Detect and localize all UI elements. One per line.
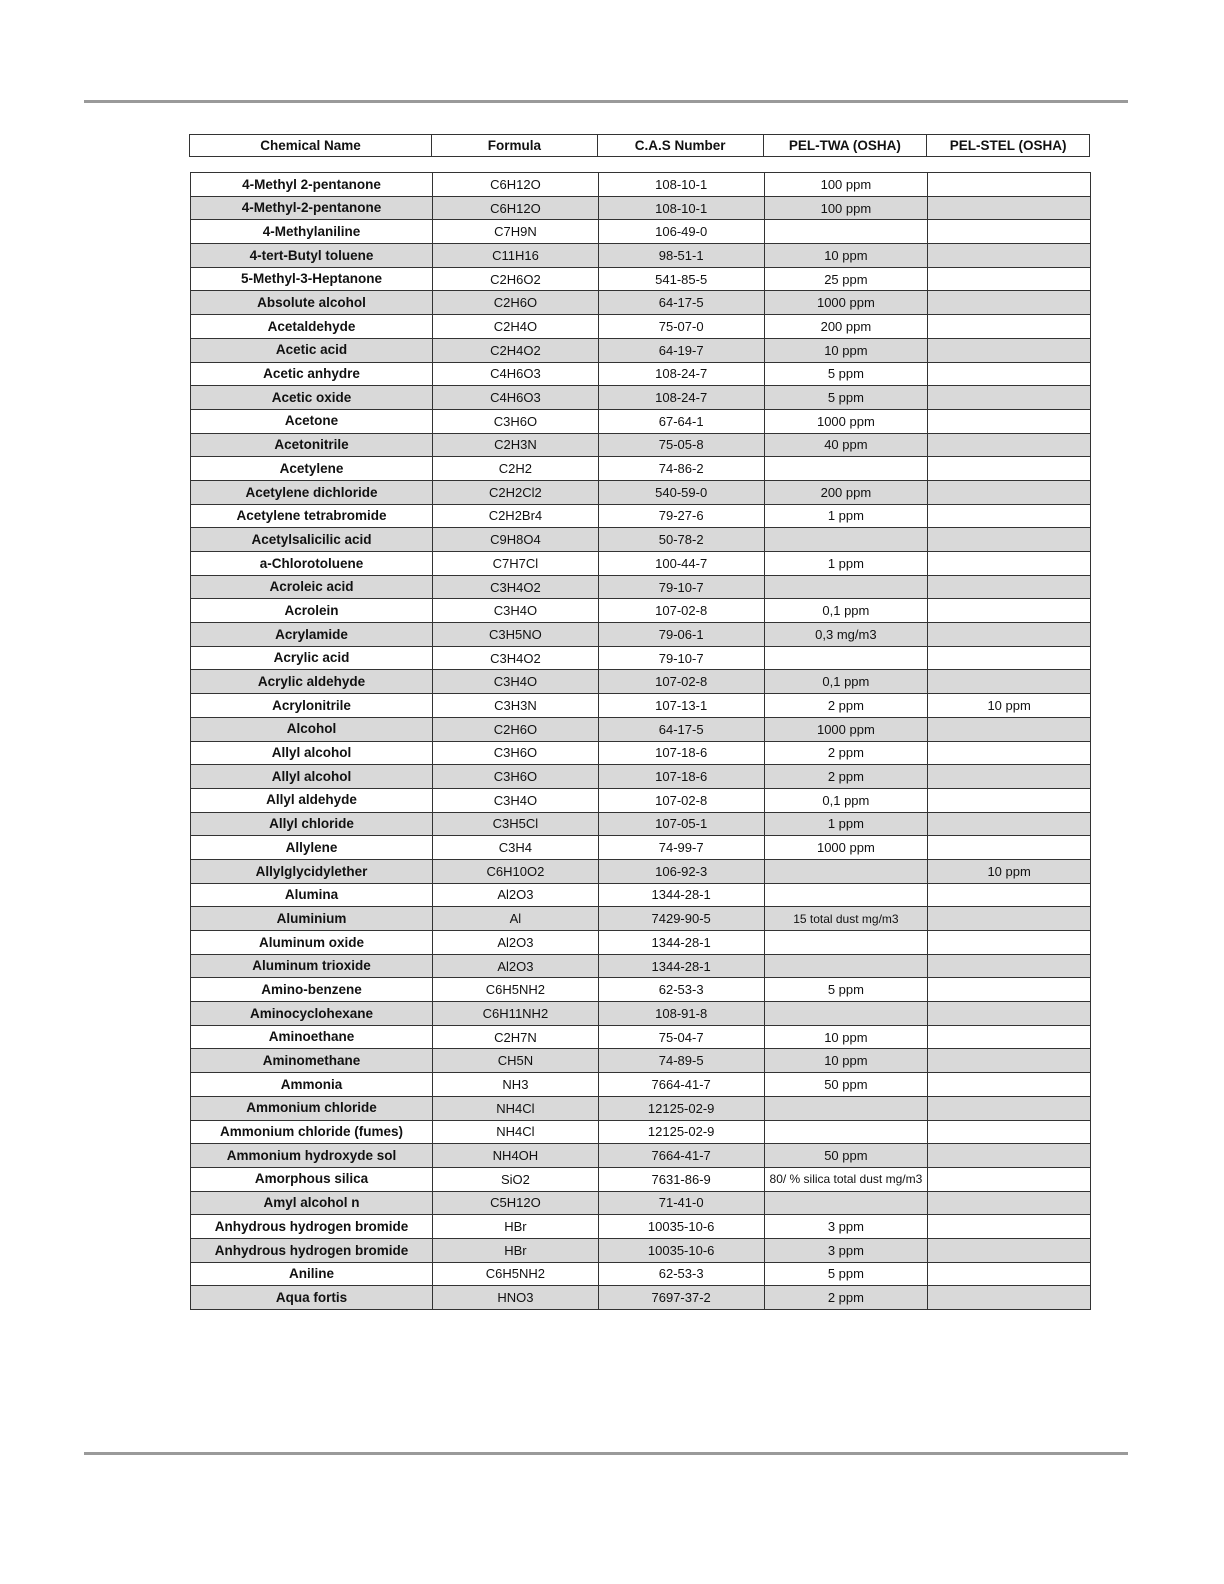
table-row [191,741,1091,765]
cell-chemical-name: Allylene [191,836,433,860]
cell-pel-twa [764,1191,928,1215]
cell-formula: Al2O3 [433,954,599,978]
cell-chemical-name: Acrylic acid [191,646,433,670]
table-row [191,717,1091,741]
table-row [191,812,1091,836]
cell-formula: C3H6O [433,741,599,765]
table-row [191,173,1091,197]
cell-pel-twa: 2 ppm [764,694,928,718]
cell-cas-number: 107-02-8 [598,599,764,623]
table-row [191,1120,1091,1144]
cell-pel-stel [928,978,1091,1002]
cell-pel-twa: 2 ppm [764,1286,928,1310]
cell-pel-stel [928,1191,1091,1215]
cell-pel-stel [928,1073,1091,1097]
cell-pel-stel [928,954,1091,978]
cell-cas-number: 75-05-8 [598,433,764,457]
cell-chemical-name: Acrylic aldehyde [191,670,433,694]
cell-cas-number: 107-05-1 [598,812,764,836]
column-header-cas-number: C.A.S Number [597,135,763,157]
cell-pel-stel [928,196,1091,220]
cell-pel-stel [928,244,1091,268]
cell-formula: C6H10O2 [433,859,599,883]
cell-pel-twa: 2 ppm [764,765,928,789]
cell-formula: C3H4O [433,670,599,694]
cell-formula: C5H12O [433,1191,599,1215]
cell-formula: C3H4O2 [433,575,599,599]
cell-pel-stel [928,812,1091,836]
cell-cas-number: 1344-28-1 [598,954,764,978]
table-row [191,575,1091,599]
cell-pel-stel [928,1002,1091,1026]
cell-chemical-name: Allylglycidylether [191,859,433,883]
column-header-chemical-name: Chemical Name [190,135,432,157]
top-rule [84,100,1128,103]
cell-pel-stel [928,1120,1091,1144]
table-row [191,504,1091,528]
table-row [191,1238,1091,1262]
cell-pel-stel [928,315,1091,339]
cell-chemical-name: Aminoethane [191,1025,433,1049]
header-row [190,135,1090,157]
cell-pel-stel [928,575,1091,599]
cell-formula: C3H4O [433,599,599,623]
cell-pel-stel [928,338,1091,362]
cell-pel-twa: 3 ppm [764,1238,928,1262]
cell-pel-twa: 50 ppm [764,1073,928,1097]
cell-cas-number: 107-13-1 [598,694,764,718]
cell-formula: C4H6O3 [433,362,599,386]
cell-chemical-name: Acetaldehyde [191,315,433,339]
cell-pel-twa: 40 ppm [764,433,928,457]
cell-pel-stel: 10 ppm [928,859,1091,883]
cell-pel-stel [928,1049,1091,1073]
table-row [191,1167,1091,1191]
cell-cas-number: 107-18-6 [598,741,764,765]
cell-chemical-name: Amorphous silica [191,1167,433,1191]
cell-cas-number: 67-64-1 [598,409,764,433]
cell-chemical-name: Amino-benzene [191,978,433,1002]
cell-cas-number: 79-27-6 [598,504,764,528]
table-row [191,670,1091,694]
cell-chemical-name: Allyl alcohol [191,741,433,765]
table-row [191,788,1091,812]
cell-pel-twa [764,931,928,955]
cell-chemical-name: Aluminum trioxide [191,954,433,978]
cell-cas-number: 62-53-3 [598,1262,764,1286]
table-row [191,244,1091,268]
table-header [189,134,1090,157]
cell-pel-twa: 200 ppm [764,480,928,504]
cell-pel-twa: 1 ppm [764,812,928,836]
cell-cas-number: 75-04-7 [598,1025,764,1049]
cell-cas-number: 12125-02-9 [598,1096,764,1120]
cell-pel-stel [928,504,1091,528]
cell-pel-twa [764,883,928,907]
cell-formula: C2H4O2 [433,338,599,362]
cell-formula: Al2O3 [433,931,599,955]
cell-pel-stel [928,1286,1091,1310]
cell-chemical-name: Aminomethane [191,1049,433,1073]
cell-pel-twa: 1 ppm [764,504,928,528]
cell-pel-stel [928,599,1091,623]
table-row [191,1215,1091,1239]
table-row [191,1025,1091,1049]
cell-pel-twa [764,954,928,978]
table-row [191,1262,1091,1286]
cell-pel-twa: 2 ppm [764,741,928,765]
table-row [191,623,1091,647]
cell-pel-stel [928,788,1091,812]
cell-cas-number: 1344-28-1 [598,883,764,907]
cell-formula: Al2O3 [433,883,599,907]
cell-formula: C3H4 [433,836,599,860]
cell-formula: SiO2 [433,1167,599,1191]
cell-formula: Al [433,907,599,931]
cell-chemical-name: Anhydrous hydrogen bromide [191,1215,433,1239]
cell-chemical-name: Acetylsalicilic acid [191,528,433,552]
cell-pel-twa: 25 ppm [764,267,928,291]
table-row [191,931,1091,955]
cell-pel-stel [928,1215,1091,1239]
cell-pel-twa: 5 ppm [764,362,928,386]
cell-formula: C3H6O [433,765,599,789]
cell-pel-stel [928,931,1091,955]
cell-pel-stel [928,1025,1091,1049]
cell-chemical-name: Acetic anhydre [191,362,433,386]
table-row [191,362,1091,386]
cell-pel-twa: 15 total dust mg/m3 [764,907,928,931]
table-row [191,338,1091,362]
cell-formula: HBr [433,1238,599,1262]
cell-pel-stel [928,291,1091,315]
cell-cas-number: 7697-37-2 [598,1286,764,1310]
table-row [191,315,1091,339]
cell-chemical-name: a-Chlorotoluene [191,552,433,576]
cell-formula: C3H5Cl [433,812,599,836]
cell-cas-number: 75-07-0 [598,315,764,339]
cell-cas-number: 108-91-8 [598,1002,764,1026]
cell-formula: C7H7Cl [433,552,599,576]
cell-chemical-name: Alcohol [191,717,433,741]
cell-chemical-name: Aluminium [191,907,433,931]
cell-formula: C3H6O [433,409,599,433]
cell-formula: C6H5NH2 [433,1262,599,1286]
cell-formula: C6H12O [433,173,599,197]
cell-chemical-name: 4-tert-Butyl toluene [191,244,433,268]
cell-pel-stel [928,433,1091,457]
cell-pel-stel [928,362,1091,386]
cell-chemical-name: Ammonium hydroxyde sol [191,1144,433,1168]
cell-formula: NH4OH [433,1144,599,1168]
cell-chemical-name: Alumina [191,883,433,907]
cell-pel-stel [928,552,1091,576]
cell-pel-stel [928,1096,1091,1120]
table-row [191,836,1091,860]
cell-pel-twa: 200 ppm [764,315,928,339]
cell-pel-stel [928,741,1091,765]
cell-pel-twa: 1000 ppm [764,836,928,860]
cell-pel-stel [928,1238,1091,1262]
cell-formula: C3H4O [433,788,599,812]
cell-cas-number: 74-99-7 [598,836,764,860]
cell-cas-number: 7664-41-7 [598,1144,764,1168]
cell-pel-twa [764,1002,928,1026]
cell-chemical-name: 4-Methyl 2-pentanone [191,173,433,197]
cell-formula: C11H16 [433,244,599,268]
cell-pel-stel [928,883,1091,907]
chemical-table [190,172,1091,1310]
cell-pel-twa: 5 ppm [764,1262,928,1286]
cell-pel-twa: 80/ % silica total dust mg/m3 [764,1167,928,1191]
cell-chemical-name: Aluminum oxide [191,931,433,955]
cell-formula: NH3 [433,1073,599,1097]
cell-cas-number: 64-17-5 [598,291,764,315]
cell-chemical-name: Aniline [191,1262,433,1286]
cell-cas-number: 74-89-5 [598,1049,764,1073]
cell-cas-number: 541-85-5 [598,267,764,291]
cell-pel-stel [928,267,1091,291]
cell-formula: CH5N [433,1049,599,1073]
cell-pel-twa [764,1096,928,1120]
cell-pel-stel [928,457,1091,481]
cell-pel-twa [764,575,928,599]
table-row [191,457,1091,481]
table-row [191,528,1091,552]
cell-formula: C7H9N [433,220,599,244]
cell-chemical-name: Acetone [191,409,433,433]
cell-chemical-name: Allyl aldehyde [191,788,433,812]
cell-chemical-name: Acetonitrile [191,433,433,457]
cell-pel-twa: 50 ppm [764,1144,928,1168]
table-row [191,409,1091,433]
cell-cas-number: 71-41-0 [598,1191,764,1215]
cell-cas-number: 108-10-1 [598,173,764,197]
cell-formula: C2H6O [433,717,599,741]
column-header-pel-stel: PEL-STEL (OSHA) [927,135,1090,157]
cell-pel-stel [928,386,1091,410]
cell-cas-number: 12125-02-9 [598,1120,764,1144]
cell-formula: C2H2Cl2 [433,480,599,504]
cell-formula: C3H4O2 [433,646,599,670]
table-row [191,267,1091,291]
cell-cas-number: 10035-10-6 [598,1238,764,1262]
cell-formula: C6H5NH2 [433,978,599,1002]
cell-pel-twa [764,220,928,244]
cell-chemical-name: Aqua fortis [191,1286,433,1310]
table-row [191,1073,1091,1097]
cell-chemical-name: Absolute alcohol [191,291,433,315]
cell-cas-number: 1344-28-1 [598,931,764,955]
cell-pel-twa: 1 ppm [764,552,928,576]
cell-formula: C9H8O4 [433,528,599,552]
cell-cas-number: 107-02-8 [598,788,764,812]
cell-pel-twa [764,1120,928,1144]
cell-chemical-name: Ammonium chloride (fumes) [191,1120,433,1144]
cell-pel-twa: 10 ppm [764,244,928,268]
cell-cas-number: 79-10-7 [598,575,764,599]
cell-pel-twa: 0,1 ppm [764,788,928,812]
cell-chemical-name: Acetic oxide [191,386,433,410]
table-row [191,883,1091,907]
cell-chemical-name: Acrylamide [191,623,433,647]
cell-pel-stel [928,173,1091,197]
cell-formula: HNO3 [433,1286,599,1310]
cell-chemical-name: Amyl alcohol n [191,1191,433,1215]
cell-chemical-name: Acetylene dichloride [191,480,433,504]
cell-pel-stel [928,646,1091,670]
table-row [191,1286,1091,1310]
cell-pel-twa: 10 ppm [764,1025,928,1049]
cell-cas-number: 540-59-0 [598,480,764,504]
cell-pel-twa: 1000 ppm [764,291,928,315]
cell-chemical-name: Allyl chloride [191,812,433,836]
cell-pel-stel [928,836,1091,860]
table-row [191,646,1091,670]
cell-cas-number: 50-78-2 [598,528,764,552]
cell-formula: C2H6O2 [433,267,599,291]
cell-formula: C4H6O3 [433,386,599,410]
cell-cas-number: 10035-10-6 [598,1215,764,1239]
table-row [191,907,1091,931]
cell-pel-twa: 100 ppm [764,196,928,220]
cell-chemical-name: Acrylonitrile [191,694,433,718]
cell-formula: HBr [433,1215,599,1239]
cell-cas-number: 106-92-3 [598,859,764,883]
cell-chemical-name: 4-Methylaniline [191,220,433,244]
cell-cas-number: 108-24-7 [598,386,764,410]
table-row [191,1002,1091,1026]
cell-pel-stel [928,907,1091,931]
cell-chemical-name: Anhydrous hydrogen bromide [191,1238,433,1262]
table-row [191,291,1091,315]
column-header-formula: Formula [432,135,598,157]
cell-pel-twa: 1000 ppm [764,717,928,741]
table-row [191,765,1091,789]
cell-chemical-name: Acroleic acid [191,575,433,599]
cell-pel-twa: 1000 ppm [764,409,928,433]
cell-formula: C2H2 [433,457,599,481]
table-row [191,480,1091,504]
cell-cas-number: 107-18-6 [598,765,764,789]
cell-formula: C2H6O [433,291,599,315]
cell-chemical-name: Ammonium chloride [191,1096,433,1120]
cell-pel-twa: 5 ppm [764,386,928,410]
cell-pel-twa: 0,1 ppm [764,670,928,694]
cell-pel-stel [928,623,1091,647]
cell-chemical-name: 4-Methyl-2-pentanone [191,196,433,220]
cell-formula: NH4Cl [433,1096,599,1120]
table-row [191,220,1091,244]
cell-formula: C2H7N [433,1025,599,1049]
cell-formula: C2H3N [433,433,599,457]
cell-cas-number: 62-53-3 [598,978,764,1002]
cell-chemical-name: Acetic acid [191,338,433,362]
cell-pel-twa [764,859,928,883]
cell-chemical-name: Acetylene [191,457,433,481]
cell-pel-stel [928,765,1091,789]
table-row [191,694,1091,718]
cell-formula: C2H4O [433,315,599,339]
cell-cas-number: 64-19-7 [598,338,764,362]
cell-chemical-name: Acetylene tetrabromide [191,504,433,528]
cell-cas-number: 79-10-7 [598,646,764,670]
cell-formula: C6H11NH2 [433,1002,599,1026]
table-row [191,1191,1091,1215]
table-row [191,978,1091,1002]
cell-pel-twa: 10 ppm [764,338,928,362]
cell-formula: C2H2Br4 [433,504,599,528]
cell-pel-stel [928,409,1091,433]
cell-cas-number: 7631-86-9 [598,1167,764,1191]
cell-cas-number: 108-24-7 [598,362,764,386]
cell-cas-number: 7664-41-7 [598,1073,764,1097]
cell-cas-number: 106-49-0 [598,220,764,244]
cell-cas-number: 100-44-7 [598,552,764,576]
cell-pel-stel [928,528,1091,552]
cell-pel-stel [928,1167,1091,1191]
cell-pel-stel [928,717,1091,741]
cell-pel-twa [764,457,928,481]
cell-formula: C3H5NO [433,623,599,647]
cell-pel-stel [928,1144,1091,1168]
cell-cas-number: 7429-90-5 [598,907,764,931]
cell-cas-number: 79-06-1 [598,623,764,647]
cell-chemical-name: Ammonia [191,1073,433,1097]
cell-cas-number: 98-51-1 [598,244,764,268]
cell-pel-twa [764,646,928,670]
cell-chemical-name: Aminocyclohexane [191,1002,433,1026]
cell-pel-stel: 10 ppm [928,694,1091,718]
bottom-rule [84,1452,1128,1455]
table-row [191,1144,1091,1168]
cell-pel-twa: 100 ppm [764,173,928,197]
cell-pel-twa: 0,3 mg/m3 [764,623,928,647]
cell-pel-stel [928,220,1091,244]
column-header-pel-twa: PEL-TWA (OSHA) [763,135,927,157]
table-row [191,599,1091,623]
cell-pel-stel [928,1262,1091,1286]
cell-pel-stel [928,670,1091,694]
table-row [191,433,1091,457]
cell-pel-twa [764,528,928,552]
table-row [191,386,1091,410]
table-row [191,859,1091,883]
cell-formula: NH4Cl [433,1120,599,1144]
cell-chemical-name: Acrolein [191,599,433,623]
cell-cas-number: 107-02-8 [598,670,764,694]
chemical-table-body [191,173,1091,1310]
table-row [191,1049,1091,1073]
cell-formula: C3H3N [433,694,599,718]
cell-cas-number: 74-86-2 [598,457,764,481]
cell-pel-stel [928,480,1091,504]
cell-pel-twa: 10 ppm [764,1049,928,1073]
cell-pel-twa: 3 ppm [764,1215,928,1239]
cell-formula: C6H12O [433,196,599,220]
cell-cas-number: 108-10-1 [598,196,764,220]
cell-chemical-name: Allyl alcohol [191,765,433,789]
cell-cas-number: 64-17-5 [598,717,764,741]
cell-chemical-name: 5-Methyl-3-Heptanone [191,267,433,291]
cell-pel-twa: 0,1 ppm [764,599,928,623]
table-row [191,552,1091,576]
table-row [191,196,1091,220]
table-row [191,954,1091,978]
cell-pel-twa: 5 ppm [764,978,928,1002]
table-row [191,1096,1091,1120]
